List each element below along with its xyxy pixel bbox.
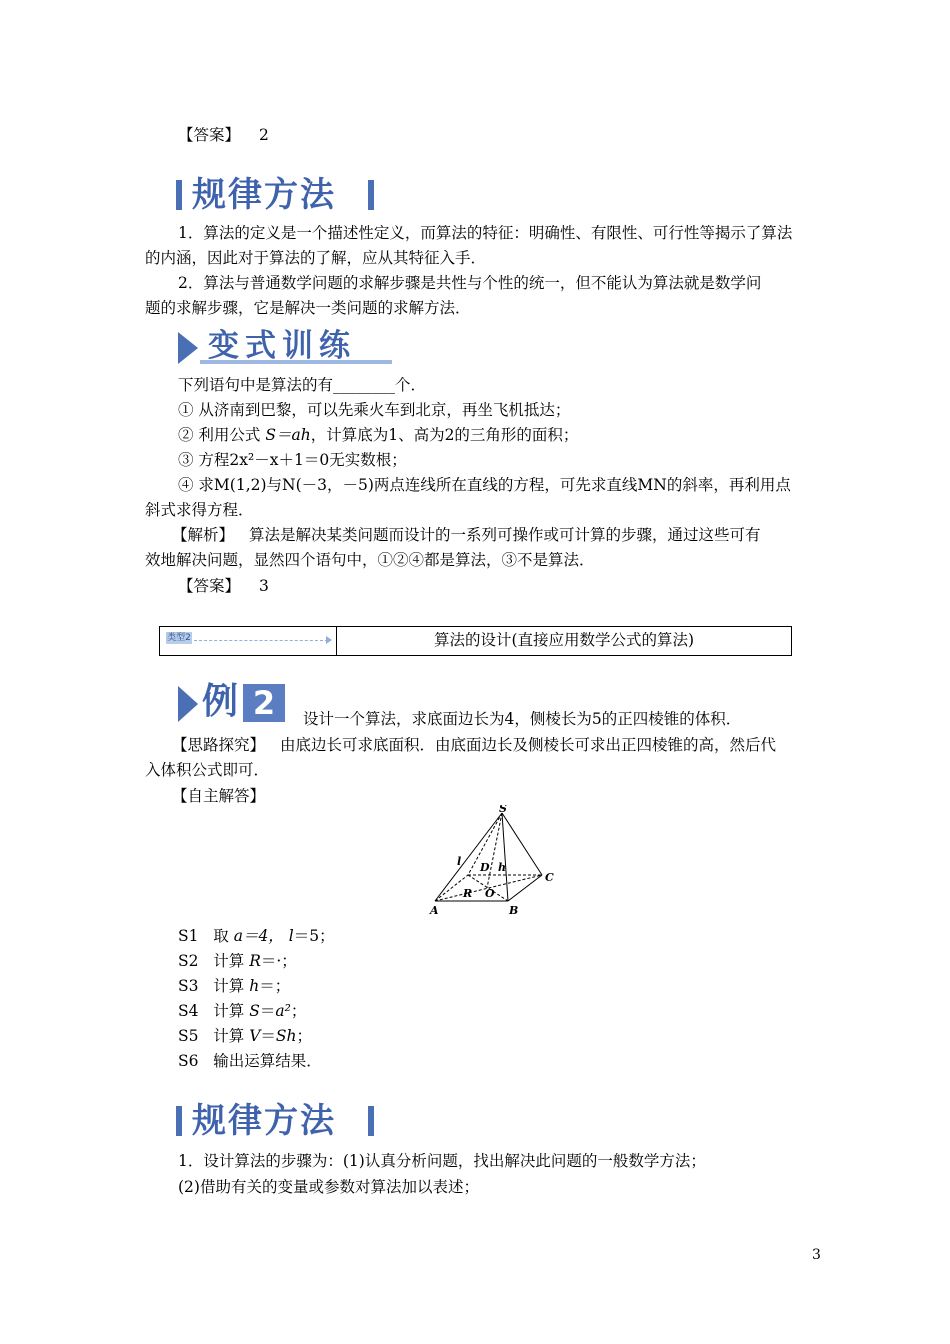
label-l: l — [457, 855, 462, 868]
label-S: S — [499, 805, 507, 815]
step-post: ＝ — [259, 1002, 276, 1020]
variant-item-2 — [178, 424, 578, 446]
answer-line — [178, 124, 269, 146]
label-B: B — [509, 904, 519, 917]
variant-item-1: ① 从济南到巴黎，可以先乘火车到北京，再坐飞机抵达； — [178, 401, 571, 419]
variant-title: 变式训练 — [208, 328, 356, 364]
step-row — [178, 1000, 306, 1022]
analysis-text-1: 算法是解决某类问题而设计的一系列可操作或可计算的步骤，通过这些可有 — [248, 526, 761, 544]
step-post: ＝·； — [260, 952, 297, 970]
method1-p1-line1: 1．算法的定义是一个描述性定义，而算法的特征：明确性、有限性、可行性等揭示了算法 — [178, 224, 793, 242]
step-id: S4 — [178, 1002, 199, 1020]
edge-SC — [502, 813, 542, 875]
variant-item-4-line1: ④ 求M(1,2)与N(－3，－5)两点连线所在直线的方程，可先求直线MN的斜率，再利用点 — [178, 476, 791, 494]
step-text: 取 — [213, 927, 234, 945]
idea-label: 【思路探究】 — [172, 736, 266, 754]
step-row — [178, 1025, 312, 1047]
step-text: 计算 — [213, 977, 250, 995]
label-D: D — [480, 861, 490, 874]
variant-answer-value: 3 — [258, 577, 269, 595]
analysis-label: 【解析】 — [172, 526, 235, 544]
example-badge — [178, 680, 288, 724]
step-text: 计算 — [213, 1002, 250, 1020]
method-banner — [176, 176, 386, 216]
method2-line1: 1．设计算法的步骤为：(1)认真分析问题，找出解决此问题的一般数学方法； — [178, 1152, 706, 1170]
step-row — [178, 1050, 322, 1072]
label-C: C — [545, 871, 554, 884]
play-triangle-icon — [178, 332, 198, 364]
step-tail: ； — [296, 1027, 313, 1045]
step-text: 计算 — [213, 952, 250, 970]
step-id: S3 — [178, 977, 199, 995]
page-number: 3 — [812, 1247, 821, 1263]
play-triangle-icon — [178, 686, 198, 722]
step-text: 计算 — [213, 1027, 250, 1045]
step-row — [178, 975, 290, 997]
section-tag: 类型2 — [167, 633, 191, 643]
label-A: A — [430, 904, 439, 917]
banner-right-bar — [368, 1106, 374, 1136]
arrow-right-icon — [326, 636, 332, 644]
label-R: R — [463, 887, 473, 900]
answer-label: 【答案】 — [178, 126, 241, 144]
step-row — [178, 925, 335, 947]
step-var: R — [249, 952, 261, 970]
variant-banner — [178, 330, 394, 366]
variant-question: 下列语句中是算法的有________个． — [178, 376, 427, 394]
step-var2: a² — [275, 1002, 291, 1020]
edge-SB — [502, 813, 508, 901]
analysis-line1 — [172, 524, 760, 546]
banner-left-bar — [176, 1106, 182, 1136]
section-arrow — [194, 640, 328, 642]
step-var: V — [249, 1027, 261, 1045]
step-id: S2 — [178, 952, 199, 970]
example-word: 例 — [202, 681, 239, 722]
variant-item-4-line2: 斜式求得方程． — [145, 501, 254, 519]
section-header-box — [159, 626, 792, 656]
solve-label: 【自主解答】 — [172, 787, 266, 805]
step-var: S — [249, 1002, 260, 1020]
step-id: S6 — [178, 1052, 199, 1070]
step-tail: ； — [290, 1002, 307, 1020]
banner-left-bar — [176, 180, 182, 210]
method-banner — [176, 1102, 386, 1142]
variant-answer-line — [178, 575, 269, 597]
label-h: h — [498, 861, 506, 874]
section-title: 算法的设计(直接应用数学公式的算法) — [433, 631, 695, 649]
idea-line2: 入体积公式即可． — [145, 761, 270, 779]
banner-right-bar — [368, 180, 374, 210]
idea-text-1: 由底边长可求底面积．由底面边长及侧棱长可求出正四棱锥的高，然后代 — [279, 736, 776, 754]
item2-suffix: ，计算底为1、高为2的三角形的面积； — [310, 426, 579, 444]
example-question: 设计一个算法，求底面边长为4，侧棱长为5的正四棱锥的体积． — [303, 710, 742, 728]
method1-p2-line1: 2．算法与普通数学问题的求解步骤是共性与个性的统一，但不能认为算法就是数学问 — [178, 274, 762, 292]
step-var2: l — [288, 927, 294, 945]
banner-title: 规律方法 — [192, 1101, 336, 1141]
variant-item-3: ③ 方程2x²－x＋1＝0无实数根； — [178, 451, 407, 469]
height-SO — [487, 813, 502, 888]
step-id: S1 — [178, 927, 199, 945]
step-text: 输出运算结果． — [213, 1052, 322, 1070]
analysis-line2: 效地解决问题，显然四个语句中，①②④都是算法，③不是算法． — [145, 551, 595, 569]
step-post: ＝ — [260, 1027, 276, 1045]
example-number: 2 — [243, 684, 285, 722]
label-O: O — [485, 887, 495, 900]
method1-p1-line2: 的内涵，因此对于算法的了解，应从其特征入手． — [145, 249, 487, 267]
step-var2: Sh — [275, 1027, 297, 1045]
method1-p2-line2: 题的求解步骤，它是解决一类问题的求解方法． — [145, 299, 471, 317]
step-tail: ＝5； — [293, 927, 335, 945]
method2-line2: (2)借助有关的变量或参数对算法加以表述； — [178, 1178, 479, 1196]
pyramid-figure — [425, 805, 565, 920]
step-row — [178, 950, 297, 972]
item2-prefix: ② 利用公式 — [178, 426, 266, 444]
step-var: h — [249, 977, 260, 995]
step-post: ＝； — [259, 977, 291, 995]
variant-answer-label: 【答案】 — [178, 577, 241, 595]
step-id: S5 — [178, 1027, 199, 1045]
step-var: a＝4， — [233, 927, 284, 945]
item2-formula: S＝ah — [265, 426, 311, 444]
idea-line1 — [172, 734, 776, 756]
answer-value: 2 — [258, 126, 269, 144]
banner-title: 规律方法 — [192, 175, 336, 215]
